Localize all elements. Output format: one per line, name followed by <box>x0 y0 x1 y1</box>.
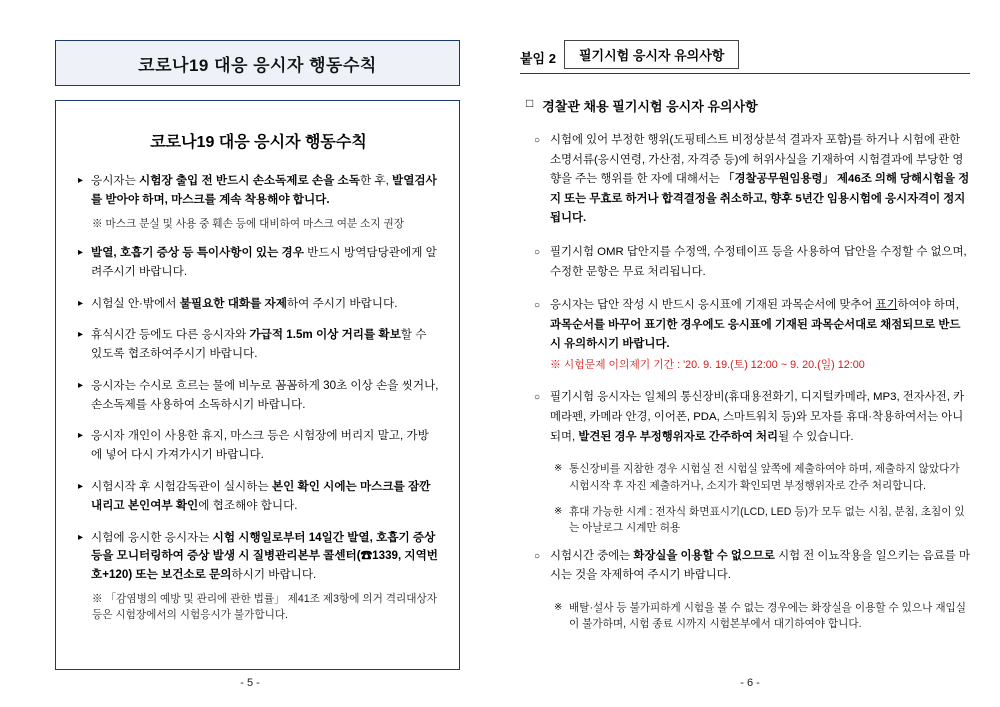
text-run: 하여야 하며, <box>897 299 959 312</box>
text-run: 화장실을 이용할 수 없으므로 <box>633 549 775 562</box>
circle-bullet-icon: ○ <box>534 550 541 562</box>
notice-item <box>534 547 970 586</box>
triangle-bullet-icon: ▸ <box>78 379 84 391</box>
notice-subitem <box>554 600 970 633</box>
text-run: 응시자는 답안 작성 시 반드시 응시표에 기재된 과목순서에 맞추어 <box>550 299 876 312</box>
notice-subitem <box>554 461 970 494</box>
text-run: 될 수 있습니다. <box>778 430 854 443</box>
conduct-rule-text <box>91 295 439 314</box>
triangle-bullet-icon: ▸ <box>78 481 84 492</box>
notice-subitem-text: 배탈·설사 등 불가피하게 시험을 볼 수 없는 경우에는 화장실을 이용할 수 있으나 재입실이 불가하며, 시험 종료 시까지 시험본부에서 대기하여야 합니다. <box>569 602 967 631</box>
text-run: 하시기 바랍니다. <box>231 568 317 582</box>
notice-item-text <box>550 547 970 586</box>
text-run: 불필요한 대화를 자제 <box>179 296 287 310</box>
text-run: 시험시간 중에는 <box>550 549 634 562</box>
triangle-bullet-icon: ▸ <box>78 329 84 341</box>
notice-subitem <box>554 504 970 537</box>
triangle-bullet-icon: ▸ <box>78 175 84 186</box>
attachment-title: 필기시험 응시자 유의사항 <box>564 40 739 69</box>
conduct-rule-text <box>91 377 439 415</box>
conduct-rule-item <box>78 326 439 364</box>
conduct-rule-item <box>78 377 439 415</box>
conduct-rules-list <box>78 172 439 624</box>
triangle-bullet-icon: ▸ <box>78 531 84 543</box>
attachment-header <box>520 40 970 74</box>
text-run: 시험장 출입 전 반드시 손소독제로 손을 소독 <box>139 174 360 187</box>
circle-bullet-icon: ○ <box>534 247 541 259</box>
right-page-number: - 6 - <box>740 677 760 689</box>
text-run: 필기시험 응시자는 일체의 통신장비(휴대용전화기, 디지털카메라, MP3, 전자사전, 카메라펜, 카메라 안경, 이어폰, PDA, 스마트워치 등)와 모자를 휴대·착용하여서는 아니 되며, <box>550 391 965 443</box>
section-heading <box>526 96 970 115</box>
conduct-rule-item <box>78 478 439 516</box>
text-run: 표기 <box>875 299 898 312</box>
conduct-rule-note: ※ 마스크 분실 및 사용 중 훼손 등에 대비하여 마스크 여분 소지 권장 <box>92 217 404 230</box>
notice-item <box>534 131 970 229</box>
text-run: 시험시작 후 시험감독관이 실시하는 <box>91 480 272 493</box>
notice-item <box>534 296 970 374</box>
conduct-rule-item <box>78 529 439 585</box>
text-run: 「경찰공무원임용령」 제46조 의해 당해시험을 정지 또는 무효로 하거나 합격결정을 취소하고, 향후 5년간 임용시험에 응시자격이 정지됩니다. <box>550 173 970 225</box>
notice-subitem-text: 통신장비를 지참한 경우 시험실 전 시험실 앞쪽에 제출하여야 하며, 제출하지 않았다가 시험시작 후 자진 제출하거나, 소지가 확인되면 부정행위자로 간주 처리합니다. <box>569 463 960 492</box>
conduct-rule-text <box>91 427 439 465</box>
text-run: 하여 주시기 바랍니다. <box>286 296 398 310</box>
text-run: 응시자는 <box>91 174 140 187</box>
notice-item <box>534 243 970 282</box>
notice-subitem-text: 휴대 가능한 시계 : 전자식 화면표시기(LCD, LED 등)가 모두 없는 시침, 분침, 초침이 있는 아날로그 시계만 허용 <box>569 506 965 535</box>
section-heading-text: 경찰관 채용 필기시험 응시자 유의사항 <box>542 99 758 114</box>
text-run: 과목순서를 바꾸어 표기한 경우에도 응시표에 기재된 과목순서대로 채점되므로 반드시 유의하시기 바랍니다. <box>550 318 961 351</box>
conduct-rule-text <box>91 529 439 585</box>
text-run: 발견된 경우 부정행위자로 간주하여 처리 <box>578 430 779 443</box>
conduct-rule-note: ※ 「감염병의 예방 및 관리에 관한 법률」 제41조 제3항에 의거 격리대상자 등은 시험장에서의 시험응시가 불가합니다. <box>92 592 437 622</box>
text-run: 시험에 있어 부정한 행위(도핑테스트 비정상분석 결과자 포함)를 하거나 시험에 관한 소명서류(응시연령, 가산점, 자격증 등)에 허위사실을 기재하여 시험결과에 부당한 영향을 주는 행위를 한 자에 대해서는 <box>550 134 964 186</box>
text-run: 발열, 호흡기 증상 등 특이사항이 있는 경우 <box>91 245 304 259</box>
left-page-title: 코로나19 대응 응시자 행동수칙 <box>138 56 377 75</box>
left-content-box <box>55 100 460 670</box>
notice-item-text <box>550 296 970 374</box>
text-run: 에 협조해야 합니다. <box>198 498 298 512</box>
text-run: 휴식시간 등에도 다른 응시자와 <box>91 328 250 342</box>
left-page-number: - 5 - <box>240 677 260 689</box>
conduct-rule-item <box>78 172 439 210</box>
text-run: 응시자 개인이 사용한 휴지, 마스크 등은 시험장에 버리지 말고, 가방에 넣어 다시 가져가시기 바랍니다. <box>91 429 429 462</box>
asterisk-bullet-icon: ※ <box>554 506 563 517</box>
square-bullet-icon: □ <box>526 96 534 110</box>
text-run: 시험 전 이뇨작용을 일으키는 음료를 마시는 것을 자제하여 주시기 바랍니다. <box>550 549 970 582</box>
text-run: 발열검사를 받아야 하며, 마스크를 계속 착용해야 합니다. <box>91 174 437 206</box>
conduct-rule-text <box>91 172 439 210</box>
notice-item-text <box>550 131 970 229</box>
left-inner-title: 코로나19 대응 응시자 행동수칙 <box>150 134 367 151</box>
notice-item-text <box>550 243 970 282</box>
text-run: 할 수 있도록 협조하여주시기 바랍니다. <box>91 328 427 361</box>
text-run: 본인 확인 시에는 마스크를 잠깐 내리고 본인여부 확인 <box>91 480 431 512</box>
text-run: 시험실 안·밖에서 <box>91 296 180 310</box>
conduct-rule-item <box>78 427 439 465</box>
right-page <box>500 0 1000 707</box>
triangle-bullet-icon: ▸ <box>78 297 84 309</box>
text-run: 필기시험 OMR 답안지를 수정액, 수정테이프 등을 사용하여 답안을 수정할 수 없으며, 수정한 문항은 무료 처리됩니다. <box>550 246 967 278</box>
asterisk-bullet-icon: ※ <box>554 602 563 614</box>
triangle-bullet-icon: ▸ <box>78 430 84 442</box>
circle-bullet-icon: ○ <box>534 300 541 312</box>
text-run: 가급적 1.5m 이상 거리를 확보 <box>249 328 401 342</box>
notice-list <box>520 131 970 633</box>
text-run: 반드시 방역담당관에게 알려주시기 바랍니다. <box>91 245 437 278</box>
conduct-rule-text <box>91 478 439 516</box>
notice-item-text <box>550 388 970 447</box>
text-run: 한 후, <box>359 174 393 187</box>
left-page-title-box <box>55 40 460 86</box>
conduct-rule-item <box>78 295 439 314</box>
text-run: 시험에 응시한 응시자는 <box>91 530 213 544</box>
attachment-label: 붙임 2 <box>520 51 556 66</box>
notice-warning: ※ 시험문제 이의제기 기간 : '20. 9. 19.(토) 12:00 ~ 9. 20.(일) 12:00 <box>550 359 865 372</box>
conduct-rule-item <box>78 244 439 282</box>
conduct-rule-text <box>91 326 439 364</box>
conduct-rule-text <box>91 244 439 282</box>
notice-item <box>534 388 970 447</box>
circle-bullet-icon: ○ <box>534 135 541 146</box>
text-run: 시험 시행일로부터 14일간 발열, 호흡기 증상 등을 모니터링하여 증상 발생 시 질병관리본부 콜센터(☎1339, 지역번호+120) 또는 보건소로 문의 <box>91 530 439 582</box>
asterisk-bullet-icon: ※ <box>554 463 563 475</box>
text-run: 응시자는 수시로 흐르는 물에 비누로 꼼꼼하게 30초 이상 손을 씻거나, 손소독제를 사용하여 소독하시기 바랍니다. <box>91 378 439 411</box>
triangle-bullet-icon: ▸ <box>78 246 84 258</box>
circle-bullet-icon: ○ <box>534 392 541 404</box>
